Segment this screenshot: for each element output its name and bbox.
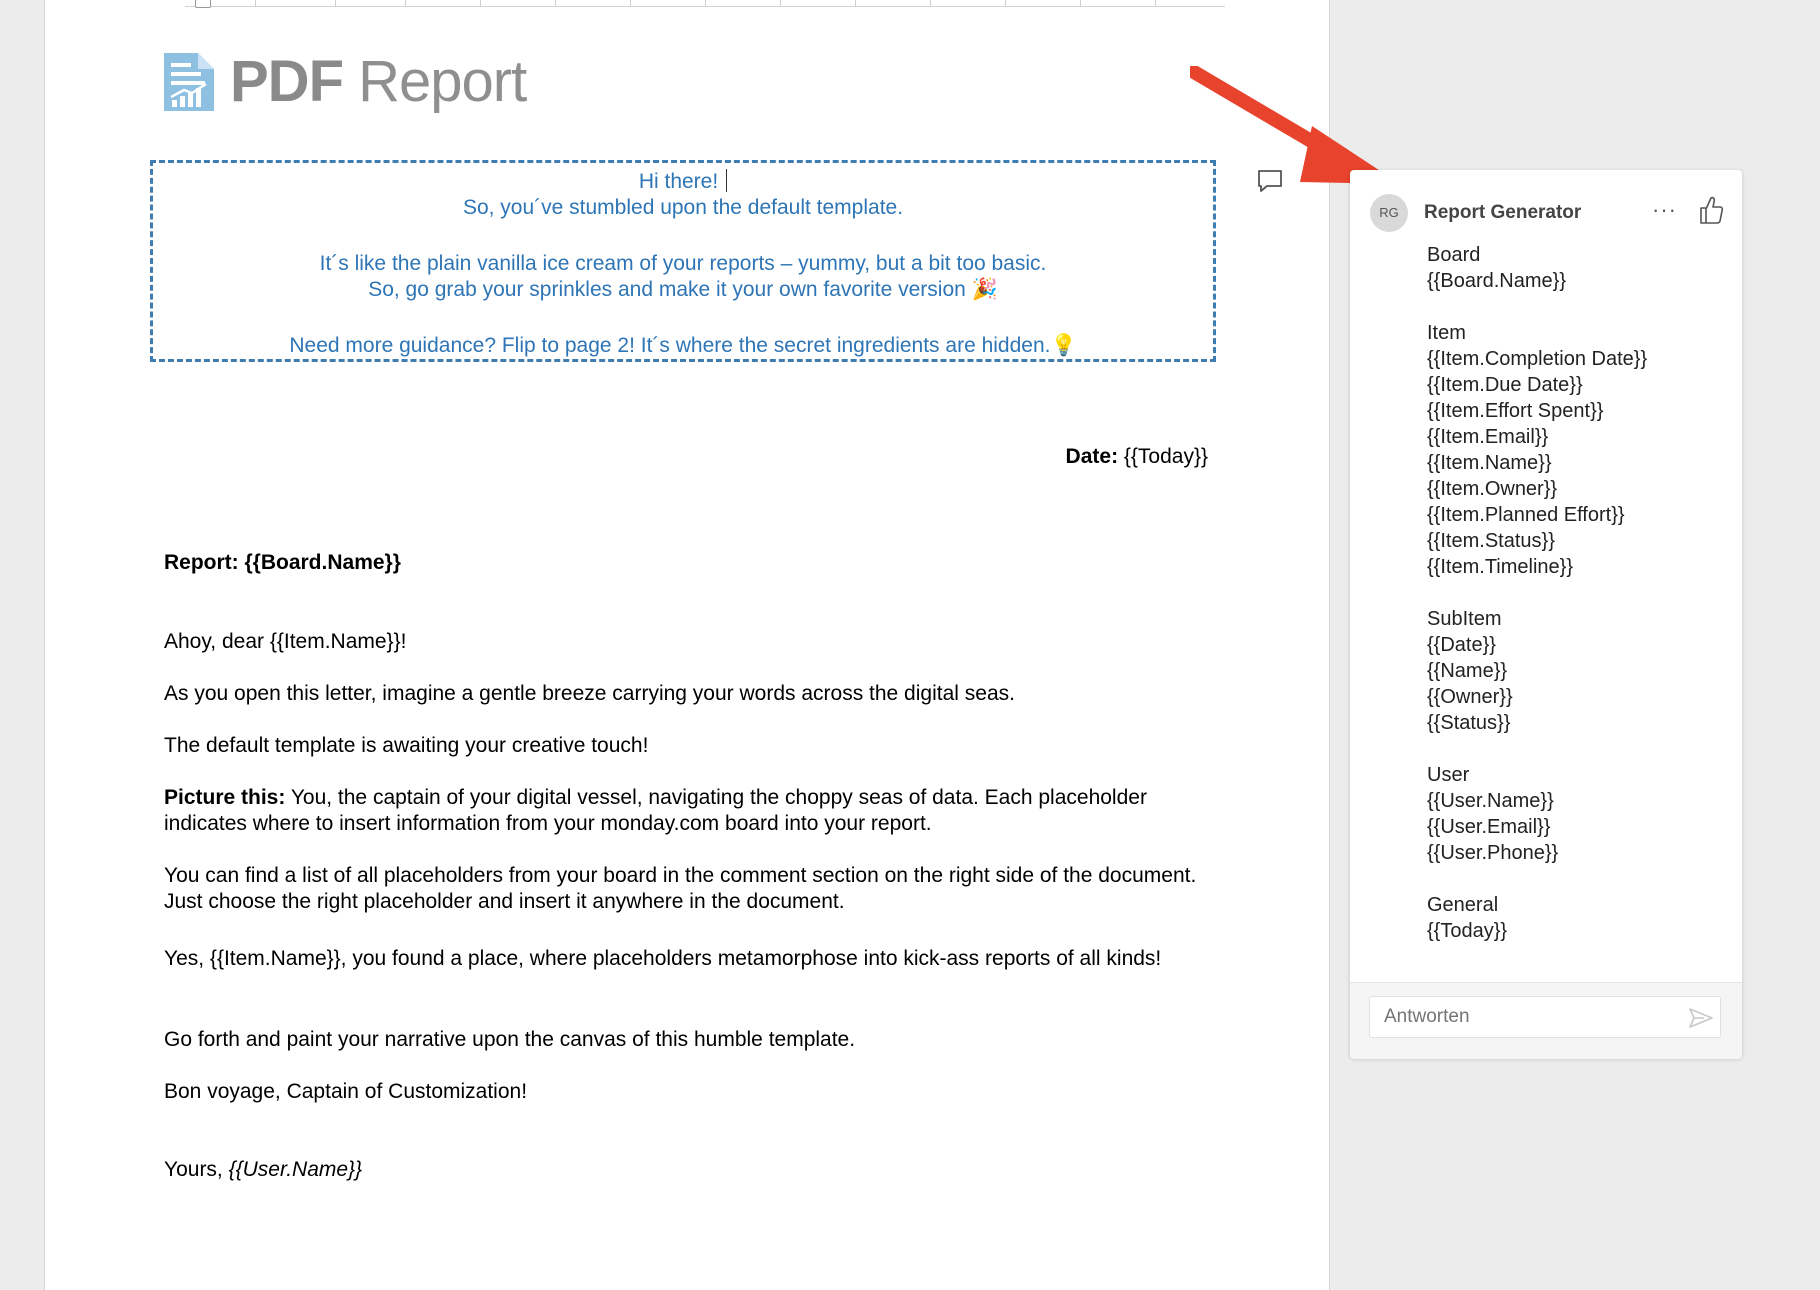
- comment-author: Report Generator: [1424, 202, 1582, 223]
- placeholder-item: {{Item.Owner}}: [1427, 478, 1558, 500]
- placeholder-item: {{Name}}: [1427, 660, 1508, 682]
- date-line: Date: {{Today}}: [1065, 445, 1208, 468]
- closing-line: Yours, {{User.Name}}: [164, 1158, 363, 1181]
- placeholder-list: [1427, 242, 1647, 970]
- intro-line-2: So, you´ve stumbled upon the default template.: [462, 196, 904, 219]
- top-ruler: [185, 0, 1225, 7]
- avatar: RG: [1370, 194, 1408, 232]
- paragraph-6: Go forth and paint your narrative upon the canvas of this humble template.: [164, 1028, 856, 1051]
- reply-input[interactable]: [1369, 996, 1721, 1038]
- report-heading: Report: {{Board.Name}}: [164, 551, 401, 574]
- send-icon[interactable]: [1688, 1007, 1714, 1034]
- pdf-report-logo: [162, 50, 526, 114]
- placeholder-item: {{Today}}: [1427, 920, 1508, 942]
- report-document-icon: [162, 51, 216, 113]
- group-title: User: [1427, 764, 1470, 786]
- thumbs-up-icon[interactable]: [1698, 194, 1724, 231]
- placeholder-item: {{User.Name}}: [1427, 790, 1554, 812]
- placeholder-item: {{Item.Completion Date}}: [1427, 348, 1648, 370]
- comment-panel[interactable]: [1350, 170, 1742, 1058]
- paragraph-1: As you open this letter, imagine a gentle breeze carrying your words across the digital seas.: [164, 682, 1015, 705]
- intro-line-4: So, go grab your sprinkles and make it your own favorite version 🎉: [368, 278, 998, 301]
- placeholder-item: {{Item.Effort Spent}}: [1427, 400, 1604, 422]
- paragraph-5: Yes, {{Item.Name}}, you found a place, where placeholders metamorphose into kick-ass reports of all kinds!: [164, 947, 1162, 970]
- more-options-icon[interactable]: ···: [1652, 197, 1677, 222]
- ruler-tab-stop[interactable]: [195, 0, 211, 8]
- greeting-text: Ahoy, dear {{Item.Name}}!: [164, 630, 407, 653]
- paragraph-7: Bon voyage, Captain of Customization!: [164, 1080, 528, 1103]
- placeholder-item: {{Status}}: [1427, 712, 1511, 734]
- intro-line-1: Hi there!: [638, 170, 719, 193]
- group-board: [1427, 242, 1647, 294]
- paragraph-2: The default template is awaiting your creative touch!: [164, 734, 649, 757]
- placeholder-item: {{Item.Status}}: [1427, 530, 1555, 552]
- group-title: SubItem: [1427, 608, 1502, 630]
- intro-line-5: Need more guidance? Flip to page 2! It´s where the secret ingredients are hidden.💡: [289, 334, 1077, 357]
- logo-wordmark: PDF Report: [230, 49, 527, 114]
- placeholder-item: {{Date}}: [1427, 634, 1496, 656]
- placeholder-item: {{Item.Timeline}}: [1427, 556, 1574, 578]
- group-title: Item: [1427, 322, 1466, 344]
- intro-line-3: It´s like the plain vanilla ice cream of your reports – yummy, but a bit too basic.: [319, 252, 1047, 275]
- placeholder-item: {{Item.Email}}: [1427, 426, 1549, 448]
- group-title: General: [1427, 894, 1499, 916]
- placeholder-item: {{Item.Name}}: [1427, 452, 1552, 474]
- placeholder-item: {{User.Phone}}: [1427, 842, 1559, 864]
- paragraph-3: Picture this: You, the captain of your digital vessel, navigating the choppy seas of data. Each placeholder indicates where to insert information from your monday.com board into your report.: [164, 786, 1147, 835]
- placeholder-item: {{Board.Name}}: [1427, 270, 1566, 292]
- group-subitem: [1427, 606, 1647, 736]
- group-user: [1427, 762, 1647, 866]
- placeholder-item: {{User.Email}}: [1427, 816, 1551, 838]
- text-cursor: [726, 169, 727, 192]
- group-general: [1427, 892, 1647, 944]
- placeholder-item: {{Owner}}: [1427, 686, 1513, 708]
- paragraph-4: You can find a list of all placeholders from your board in the comment section on the right side of the document. Just choose the right placeholder and insert it anywhere in the document.: [164, 864, 1197, 913]
- reply-area: [1350, 982, 1742, 1059]
- placeholder-item: {{Item.Due Date}}: [1427, 374, 1583, 396]
- group-item: [1427, 320, 1647, 580]
- group-title: Board: [1427, 244, 1481, 266]
- placeholder-item: {{Item.Planned Effort}}: [1427, 504, 1625, 526]
- intro-text-box[interactable]: [150, 160, 1216, 362]
